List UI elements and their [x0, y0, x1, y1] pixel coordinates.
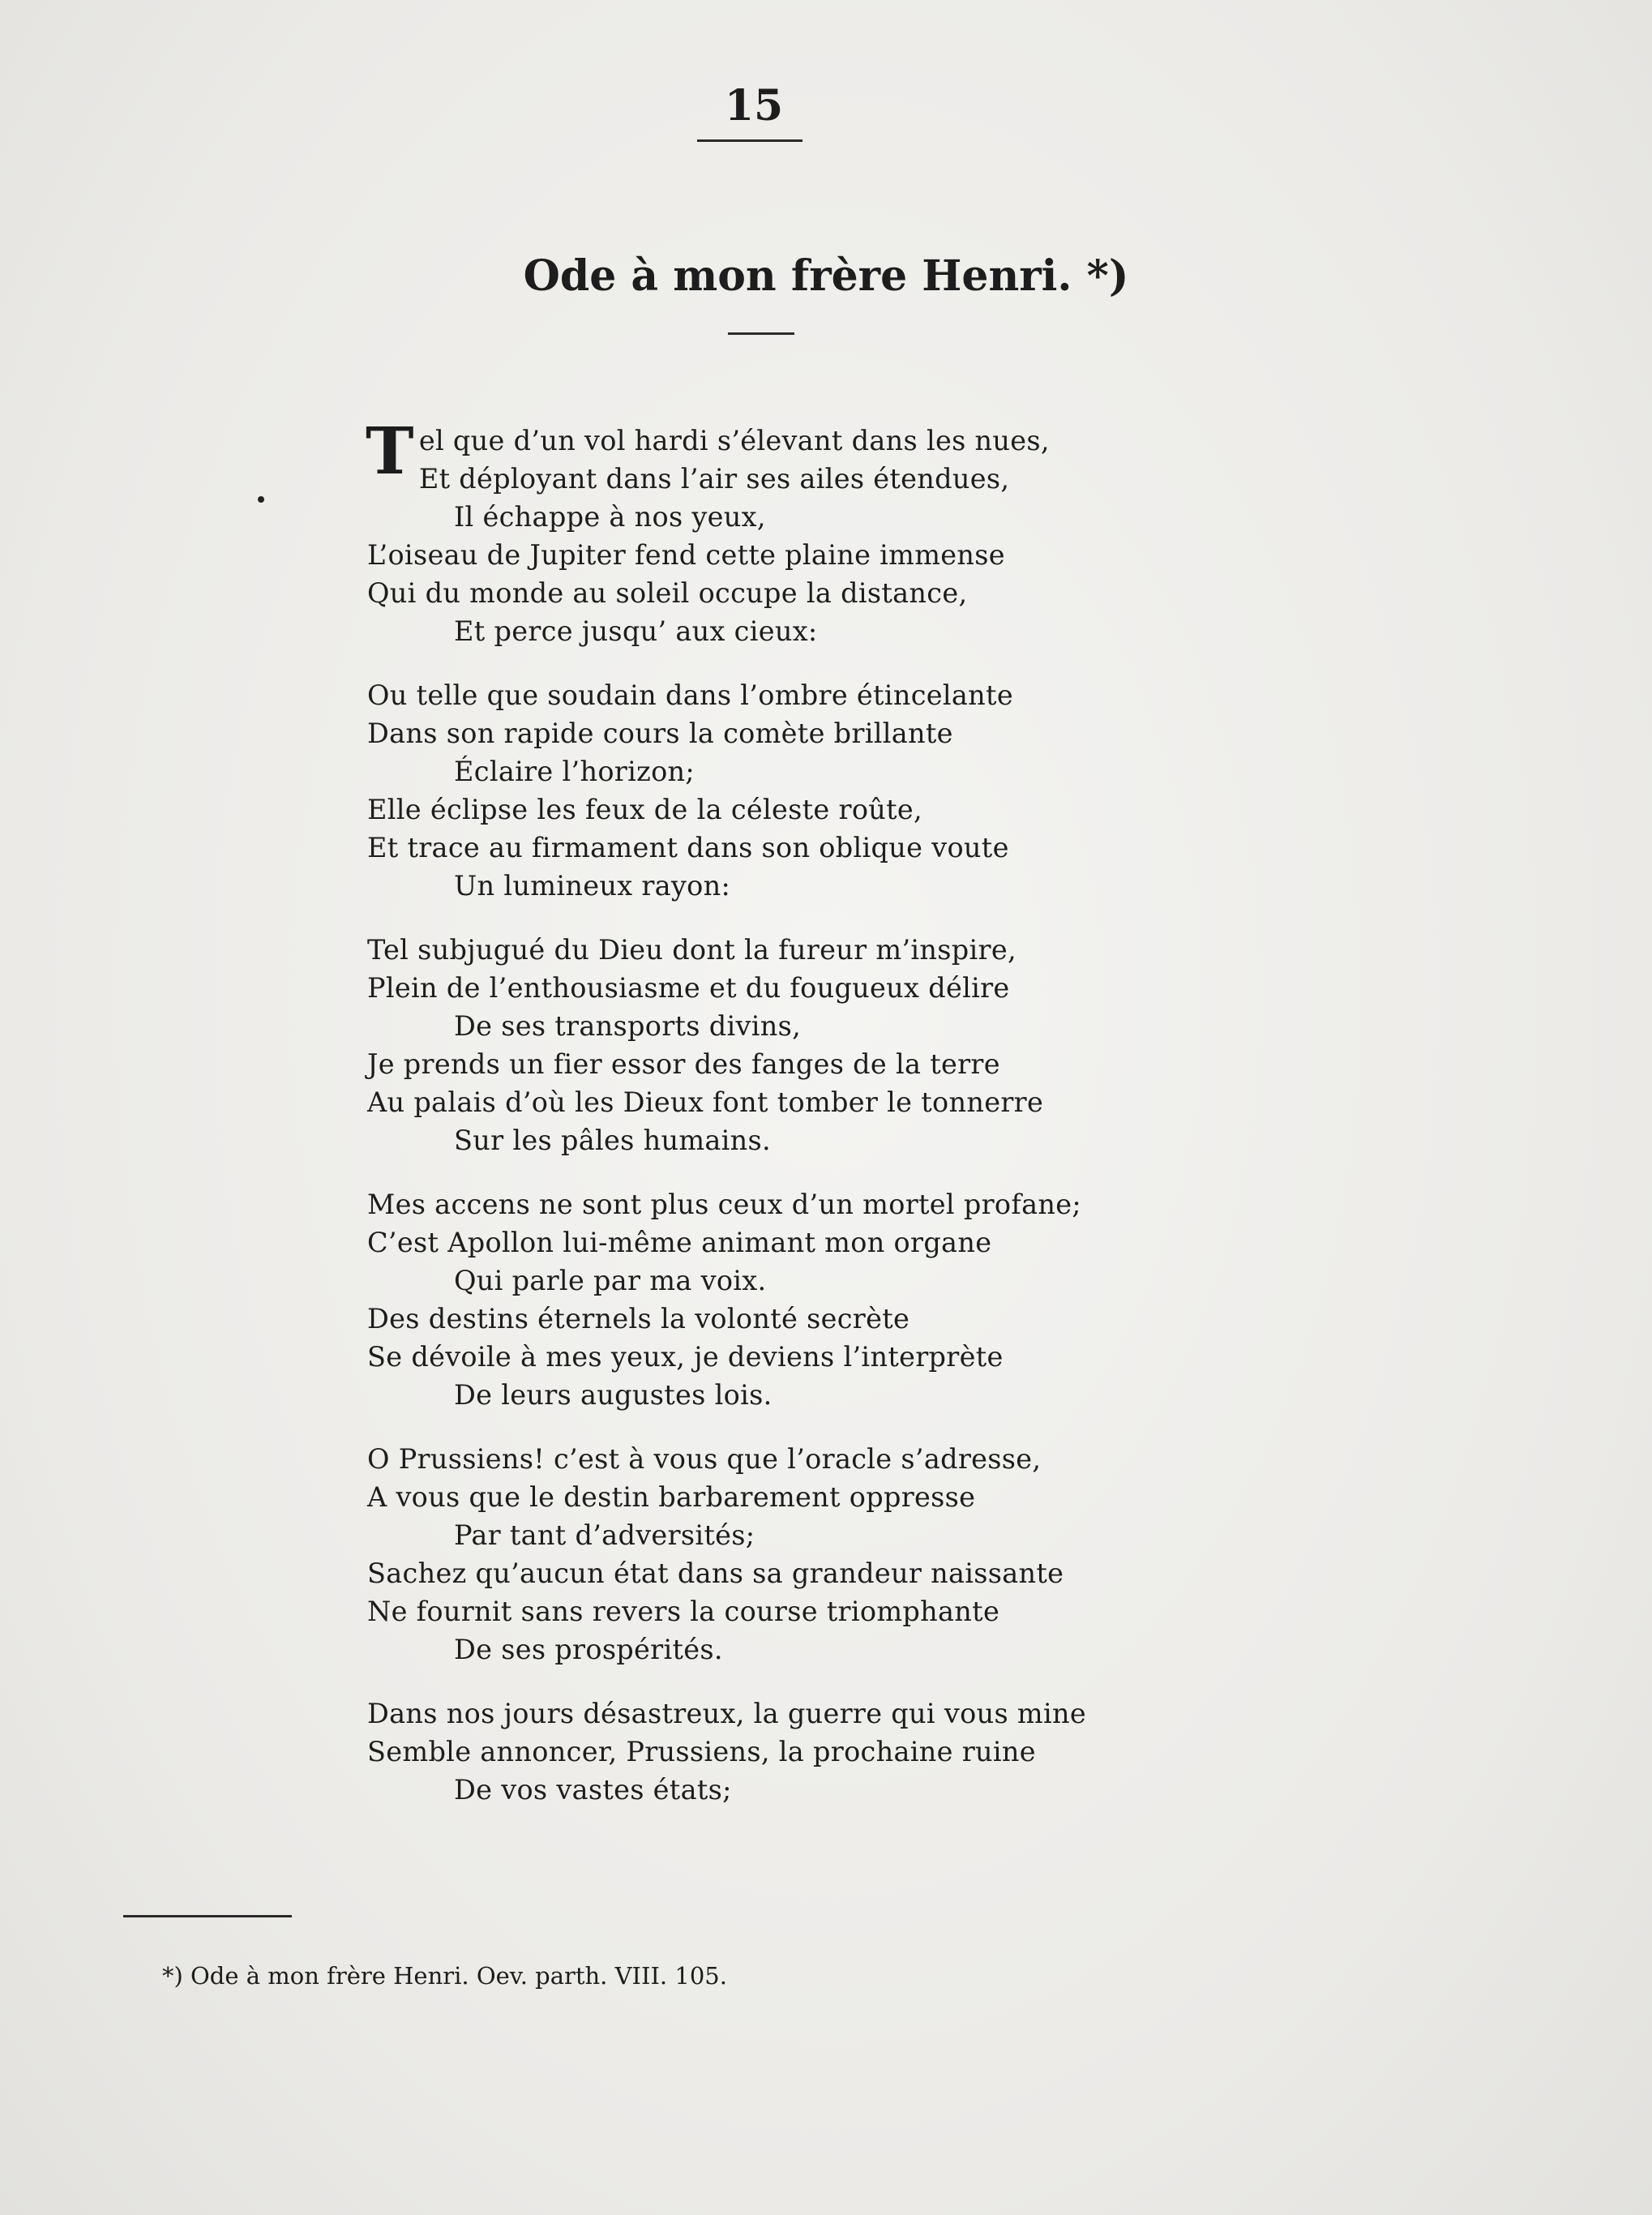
- poem-line-text: Au palais d’où les Dieux font tomber le tonnerre: [367, 1086, 1044, 1118]
- poem-line: [367, 536, 1340, 574]
- print-speck: [258, 496, 264, 503]
- stanza: [366, 413, 1340, 650]
- drop-cap: T: [366, 413, 414, 489]
- poem-line-text: Des destins éternels la volonté secrète: [367, 1303, 910, 1335]
- poem-line-text: Par tant d’adversités;: [454, 1519, 755, 1551]
- poem-line-text: Tel subjugué du Dieu dont la fureur m’inspire,: [367, 934, 1016, 966]
- poem-line-text: Dans son rapide cours la comète brillante: [367, 718, 953, 749]
- poem-line: [367, 1376, 1340, 1414]
- poem-line-text: De leurs augustes lois.: [454, 1379, 773, 1411]
- poem-line: [367, 1007, 1340, 1045]
- poem-line: [367, 1223, 1340, 1262]
- poem-line-text: Dans nos jours désastreux, la guerre qui vous mine: [367, 1698, 1086, 1729]
- poem-line-text: Éclaire l’horizon;: [454, 756, 695, 787]
- poem-line: [367, 1733, 1340, 1771]
- poem-line: [367, 1630, 1340, 1669]
- title-rule: [728, 332, 794, 335]
- poem-line: [367, 714, 1340, 752]
- poem-line-text: Qui du monde au soleil occupe la distance,: [367, 577, 968, 609]
- page-number-rule: [697, 139, 802, 142]
- poem-line-text: C’est Apollon lui-même animant mon organe: [367, 1227, 992, 1258]
- poem-line: [367, 931, 1340, 969]
- stanza: [367, 1440, 1340, 1669]
- poem-line: [367, 752, 1340, 790]
- poem-line: [367, 460, 1340, 498]
- poem-line-text: De vos vastes états;: [454, 1774, 732, 1806]
- footnote: *) Ode à mon frère Henri. Oev. parth. VIII. 105.: [162, 1962, 727, 1990]
- poem-line: [367, 1300, 1340, 1338]
- poem-line: [367, 969, 1340, 1007]
- poem-line: [367, 574, 1340, 612]
- stanza: [367, 1185, 1340, 1414]
- poem-line-text: Et déployant dans l’air ses ailes étendues,: [418, 463, 1010, 495]
- poem-line-text: De ses prospérités.: [454, 1634, 723, 1665]
- poem-line: [367, 829, 1340, 867]
- poem-line-text: Mes accens ne sont plus ceux d’un mortel profane;: [367, 1189, 1081, 1220]
- poem-line-text: Semble annoncer, Prussiens, la prochaine ruine: [367, 1736, 1036, 1767]
- poem-line-text: Se dévoile à mes yeux, je deviens l’interprète: [367, 1341, 1004, 1373]
- poem-line-text: O Prussiens! c’est à vous que l’oracle s’adresse,: [367, 1443, 1042, 1475]
- stanza: [367, 931, 1340, 1159]
- poem-line-text: Sachez qu’aucun état dans sa grandeur naissante: [367, 1557, 1064, 1589]
- poem-line-text: el que d’un vol hardi s’élevant dans les nues,: [418, 425, 1050, 456]
- poem-line-text: Ne fournit sans revers la course triomphante: [367, 1596, 1000, 1627]
- poem-line: [367, 1516, 1340, 1554]
- poem-line: [367, 1592, 1340, 1630]
- poem-line-text: L’oiseau de Jupiter fend cette plaine immense: [367, 539, 1005, 571]
- poem-line: [367, 1478, 1340, 1516]
- poem-line: [367, 1185, 1340, 1223]
- stanza: [367, 676, 1340, 905]
- poem-line-text: Elle éclipse les feux de la céleste roûte,: [367, 794, 923, 825]
- poem-line: [367, 676, 1340, 714]
- poem-line-text: Et trace au firmament dans son oblique voute: [367, 832, 1009, 863]
- poem-line: [367, 498, 1340, 536]
- poem-line: [367, 1440, 1340, 1478]
- poem-line: [367, 1121, 1340, 1159]
- poem-line: [367, 790, 1340, 829]
- poem-line-text: Je prends un fier essor des fanges de la terre: [367, 1048, 1000, 1080]
- poem-title: Ode à mon frère Henri. *): [523, 251, 1129, 301]
- poem-line-text: Plein de l’enthousiasme et du fougueux délire: [367, 972, 1010, 1004]
- poem-line: [367, 1262, 1340, 1300]
- poem-line-text: Et perce jusqu’ aux cieux:: [454, 615, 818, 647]
- poem-line-text: Qui parle par ma voix.: [454, 1265, 767, 1296]
- poem-line: [367, 1083, 1340, 1121]
- poem-line: [367, 867, 1340, 905]
- poem-line-text: Ou telle que soudain dans l’ombre étincelante: [367, 679, 1013, 711]
- poem-body: [366, 413, 1340, 1835]
- poem-line: [367, 612, 1340, 650]
- poem-line: [367, 1694, 1340, 1733]
- poem-line: [367, 1338, 1340, 1376]
- stanza: [367, 1694, 1340, 1809]
- footnote-rule: [123, 1915, 292, 1917]
- poem-line-text: Un lumineux rayon:: [454, 870, 731, 902]
- poem-line-text: Sur les pâles humains.: [454, 1125, 771, 1156]
- poem-line: [367, 1554, 1340, 1592]
- poem-line-text: A vous que le destin barbarement oppresse: [367, 1481, 976, 1513]
- poem-line-text: Il échappe à nos yeux,: [454, 501, 766, 533]
- poem-line: [367, 1771, 1340, 1809]
- page-number: 15: [724, 81, 784, 131]
- poem-line: [367, 1045, 1340, 1083]
- poem-line-text: De ses transports divins,: [454, 1010, 802, 1042]
